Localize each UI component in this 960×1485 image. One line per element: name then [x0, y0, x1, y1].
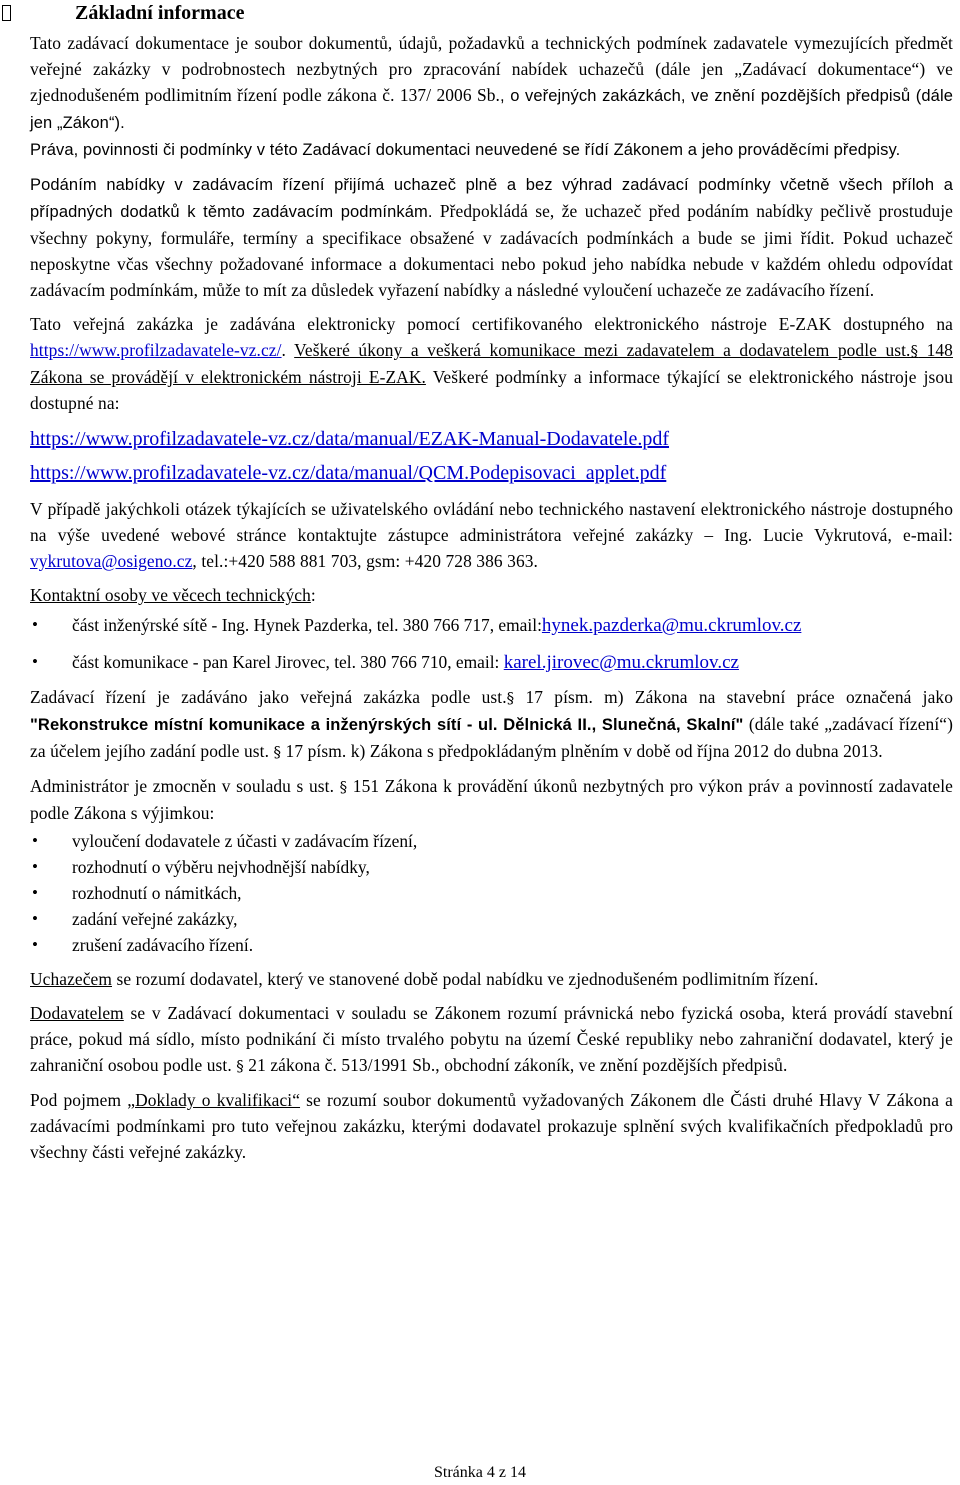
contact-text: část inženýrské sítě - Ing. Hynek Pazderka, tel. 380 766 717, email:	[72, 615, 542, 635]
section-sign: §	[910, 342, 919, 360]
exception-text: zadání veřejné zakázky,	[72, 909, 238, 929]
paragraph-administrator	[30, 773, 953, 826]
dodavatel-definition-2: 21 zákona č. 513/1991 Sb., obchodní zákoník, ve znění pozdějších předpisů.	[243, 1055, 788, 1075]
bullet-icon: •	[32, 935, 38, 954]
bullet-icon: •	[32, 857, 38, 876]
list-item	[30, 906, 953, 932]
paragraph-kvalifikace	[30, 1087, 953, 1165]
manual-link-row	[30, 458, 953, 488]
consequence-text: Pokud uchazeč neposkytne včas všechny požadované informace a dokumentaci nebo pokud jeho nabídka nebude v každém ohledu odpovídat zadávacím podmínkám, může to mít za důsledek vyřazení nabídky a následné vyloučení uchazeče ze zadávacího řízení.	[30, 228, 953, 300]
kvalifikace-text: Pod pojmem	[30, 1090, 128, 1110]
kvalifikace-definition: se rozumí soubor dokumentů vyžadovaných Zákonem dle Části druhé Hlavy V Zákona a zadávacími podmínkami pro tuto veřejnou zakázku, kterými dodavatel prokazuje splnění svých kvalifikačních předpokladů pro všechny části veřejné zakázky.	[30, 1090, 954, 1162]
list-item	[30, 649, 953, 676]
section-title: Základní informace	[75, 2, 245, 24]
section-sign: §	[273, 743, 282, 761]
paragraph-dodavatel	[30, 1000, 953, 1079]
exception-text: vyloučení dodavatele z účasti v zadávacím řízení,	[72, 831, 418, 851]
ezak-link[interactable]: https://www.profilzadavatele-vz.cz/	[30, 340, 282, 360]
communication-text-2: 148 Zákona se provádějí v elektronickém nástroji E-ZAK.	[30, 340, 953, 387]
manual-link-dodavatele[interactable]: https://www.profilzadavatele-vz.cz/data/manual/EZAK-Manual-Dodavatele.pdf	[30, 428, 670, 450]
bullet-icon: •	[32, 909, 38, 928]
contract-name: "Rekonstrukce místní komunikace a inženýrských sítí - ul. Dělnická II., Slunečná, Skalní"	[30, 716, 744, 734]
expectation-text: Předpokládá se, že uchazeč před podáním nabídky pečlivě prostuduje všechny pokyny, formuláře, termíny a specifikace obsažené v zadávacích podmínkách a bude se jimi řídit.	[30, 201, 953, 248]
procedure-text-2: 17 písm. m) Zákona na stavební práce označená jako	[514, 687, 953, 707]
exceptions-list	[30, 828, 953, 958]
list-item	[30, 854, 953, 880]
paragraph-procedure	[30, 684, 953, 765]
term-uchazec: Uchazečem	[30, 969, 112, 989]
section-sign: §	[236, 1057, 244, 1075]
list-item	[30, 880, 953, 906]
contact-email-link[interactable]: hynek.pazderka@mu.ckrumlov.cz	[541, 615, 802, 636]
ezak-text: Tato veřejná zakázka je zadávána elektronicky pomocí certifikovaného elektronického nástroje E-ZAK dostupného na	[30, 314, 953, 334]
list-item	[30, 612, 953, 639]
contacts-label: Kontaktní osoby ve věcech technických	[30, 585, 311, 605]
procedure-text-3: (dále také „zadávací řízení“) za účelem jejího zadání podle ust.	[30, 714, 953, 761]
document-body	[30, 30, 953, 1173]
manual-link-row	[30, 424, 953, 454]
bullet-icon: •	[32, 652, 38, 671]
missing-glyph-icon	[2, 5, 11, 21]
ezak-punct: .	[281, 340, 295, 360]
paragraph-uchazec	[30, 966, 953, 992]
contact-text: část komunikace - pan Karel Jirovec, tel. 380 766 710, email:	[72, 652, 504, 672]
administrator-email-link[interactable]: vykrutova@osigeno.cz	[30, 551, 193, 571]
page-number: Stránka 4 z 14	[434, 1464, 526, 1481]
list-item	[30, 828, 953, 854]
section-header	[0, 0, 960, 30]
contacts-colon: :	[310, 585, 316, 605]
acceptance-text: Podáním nabídky v zadávacím řízení přijímá uchazeč plně a bez výhrad zadávací podmínky včetně všech příloh a případných dodatků k těmto zadávacím podmínkám.	[30, 176, 953, 221]
rights-text: Práva, povinnosti či podmínky v této Zadávací dokumentaci neuvedené se řídí Zákonem a jeho prováděcími předpisy.	[30, 141, 901, 159]
bullet-icon: •	[32, 831, 38, 850]
contacts-heading	[30, 582, 953, 608]
exception-text: rozhodnutí o výběru nejvhodnější nabídky,	[72, 857, 370, 877]
uchazec-definition: se rozumí dodavatel, který ve stanovené době podal nabídku ve zjednodušeném podlimitním řízení.	[112, 969, 819, 989]
paragraph-intro	[30, 30, 953, 163]
administrator-text-2: 151 Zákona k provádění úkonů nezbytných pro výkon práv a povinností zadavatele podle Zákona s výjimkou:	[30, 776, 953, 823]
paragraph-ezak	[30, 311, 953, 416]
procedure-text-4: 17 písm. k) Zákona s předpokládaným plněním v době od října 2012 do dubna 2013.	[281, 741, 883, 761]
communication-text: Veškeré úkony a veškerá komunikace mezi zadavatelem a dodavatelem podle ust.	[294, 340, 911, 360]
list-item	[30, 932, 953, 958]
term-doklady-o-kvalifikaci: „Doklady o kvalifikaci“	[127, 1090, 301, 1110]
section-sign: §	[506, 689, 515, 707]
manual-link-applet[interactable]: https://www.profilzadavatele-vz.cz/data/manual/QCM.Podepisovaci_applet.pdf	[30, 462, 667, 484]
bullet-icon: •	[32, 615, 38, 634]
paragraph-support	[30, 496, 953, 574]
exception-text: rozhodnutí o námitkách,	[72, 883, 242, 903]
administrator-text: Administrátor je zmocněn v souladu s ust.	[30, 776, 340, 796]
exception-text: zrušení zadávacího řízení.	[72, 935, 254, 955]
paragraph-acceptance	[30, 171, 953, 303]
contact-email-link[interactable]: karel.jirovec@mu.ckrumlov.cz	[503, 652, 739, 673]
bullet-icon: •	[32, 883, 38, 902]
intro-text-sans: , o veřejných zakázkách, ve znění pozdějších předpisů (dále jen „Zákon“).	[30, 87, 953, 132]
support-text: V případě jakýchkoli otázek týkajících se uživatelského ovládání nebo technického nastavení elektronického nástroje dostupného na výše uvedené webové stránce kontaktujte zástupce administrátora veřejné zakázky – Ing. Lucie Vykrutová, e-mail:	[30, 499, 953, 545]
procedure-text: Zadávací řízení je zadáváno jako veřejná zakázka podle ust.	[30, 687, 507, 707]
section-sign: §	[339, 778, 348, 796]
support-phone-text: , tel.:+420 588 881 703, gsm: +420 728 386 363.	[192, 551, 538, 571]
dodavatel-definition: se v Zadávací dokumentaci v souladu se Zákonem rozumí právnická nebo fyzická osoba, která provádí stavební práce, pokud má sídlo, místo podnikání či místo trvalého pobytu na území České republiky nebo zahraniční dodavatel, který je zahraniční osobou podle ust.	[30, 1003, 953, 1075]
intro-text: Tato zadávací dokumentace je soubor dokumentů, údajů, požadavků a technických podmínek zadavatele vymezujících předmět veřejné zakázky v podrobnostech nezbytných pro zpracování nabídek uchazečů (dále jen „Zadávací dokumentace“) ve zjednodušeném podlimitním řízení podle zákona č. 137/ 2006 Sb.	[30, 33, 953, 105]
conditions-text: Veškeré podmínky a informace týkající se elektronického nástroje jsou dostupné na:	[30, 367, 953, 413]
term-dodavatel: Dodavatelem	[30, 1003, 124, 1023]
contacts-list	[30, 612, 953, 676]
